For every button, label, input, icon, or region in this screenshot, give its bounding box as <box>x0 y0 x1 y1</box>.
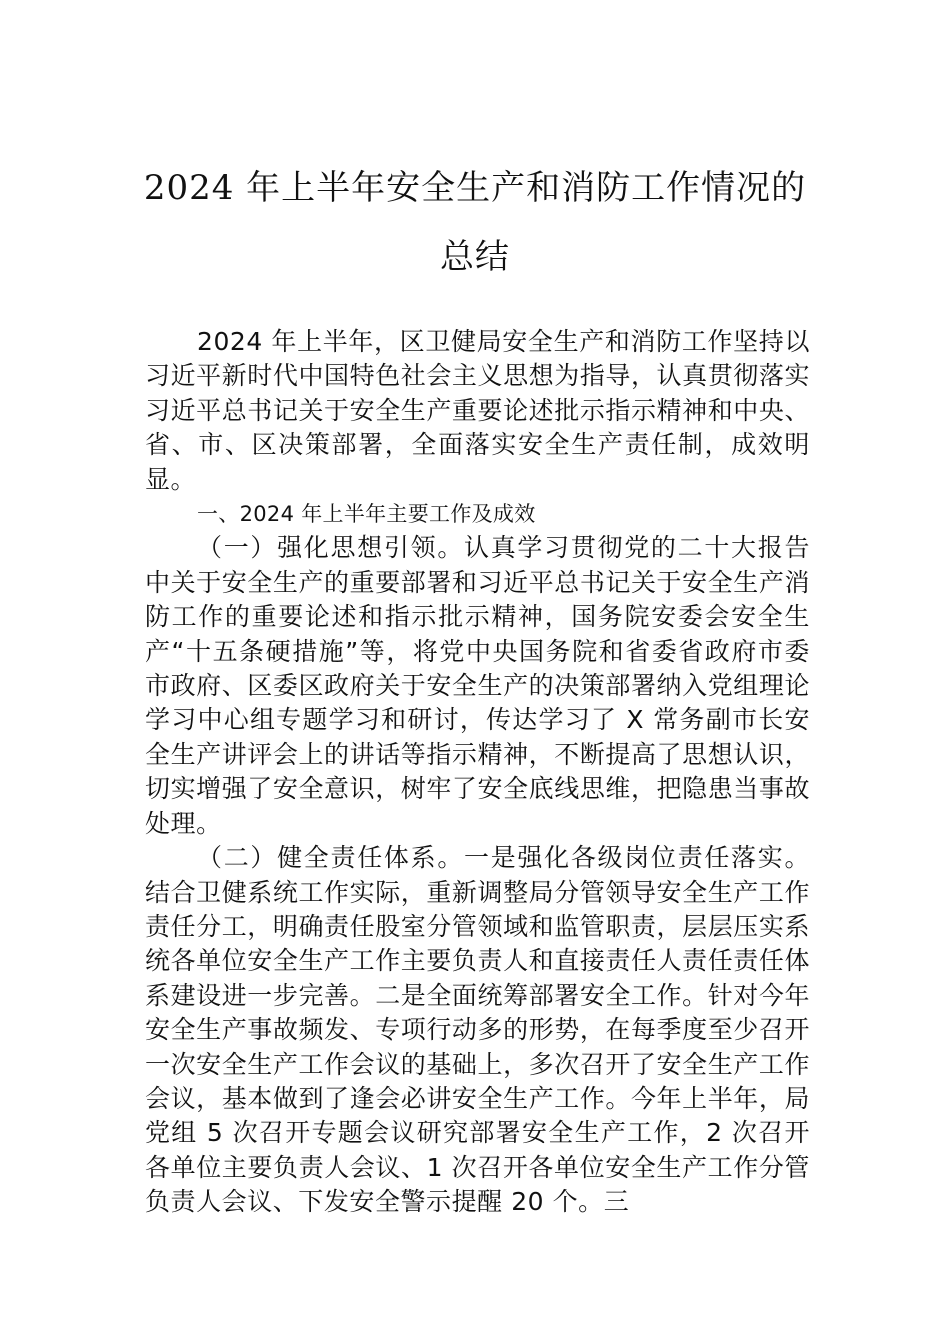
subsection-1-paragraph: （一）强化思想引领。认真学习贯彻党的二十大报告中关于安全生产的重要部署和习近平总书记关于安全生产消防工作的重要论述和指示批示精神，国务院安委会安全生产“十五条硬措施”等，将党中央国务院和省委省政府市委市政府、区委区政府关于安全生产的决策部署纳入党组理论学习中心组专题学习和研讨，传达学习了 X 常务副市长安全生产讲评会上的讲话等指示精神，不断提高了思想认识，切实增强了安全意识，树牢了安全底线思维，把隐患当事故处理。 <box>145 533 810 838</box>
subsection-2-paragraph: （二）健全责任体系。一是强化各级岗位责任落实。结合卫健系统工作实际，重新调整局分管领导安全生产工作责任分工，明确责任股室分管领域和监管职责，层层压实系统各单位安全生产工作主要负责人和直接责任人责任责任体系建设进一步完善。二是全面统筹部署安全工作。针对今年安全生产事故频发、专项行动多的形势，在每季度至少召开一次安全生产工作会议的基础上，多次召开了安全生产工作会议，基本做到了逢会必讲安全生产工作。今年上半年，局党组 5 次召开专题会议研究部署安全生产工作，2 次召开各单位主要负责人会议、1 次召开各单位安全生产工作分管负责人会议、下发安全警示提醒 20 个。三 <box>145 843 810 1217</box>
intro-paragraph: 2024 年上半年，区卫健局安全生产和消防工作坚持以习近平新时代中国特色社会主义思想为指导，认真贯彻落实习近平总书记关于安全生产重要论述批示指示精神和中央、省、市、区决策部署，全面落实安全生产责任制，成效明显。 <box>145 327 810 494</box>
document-title-line-1: 2024 年上半年安全生产和消防工作情况的 <box>143 168 807 208</box>
document-title-line-2: 总结 <box>440 237 510 277</box>
section-heading: 一、2024 年上半年主要工作及成效 <box>197 502 536 527</box>
document-body <box>145 325 810 1220</box>
